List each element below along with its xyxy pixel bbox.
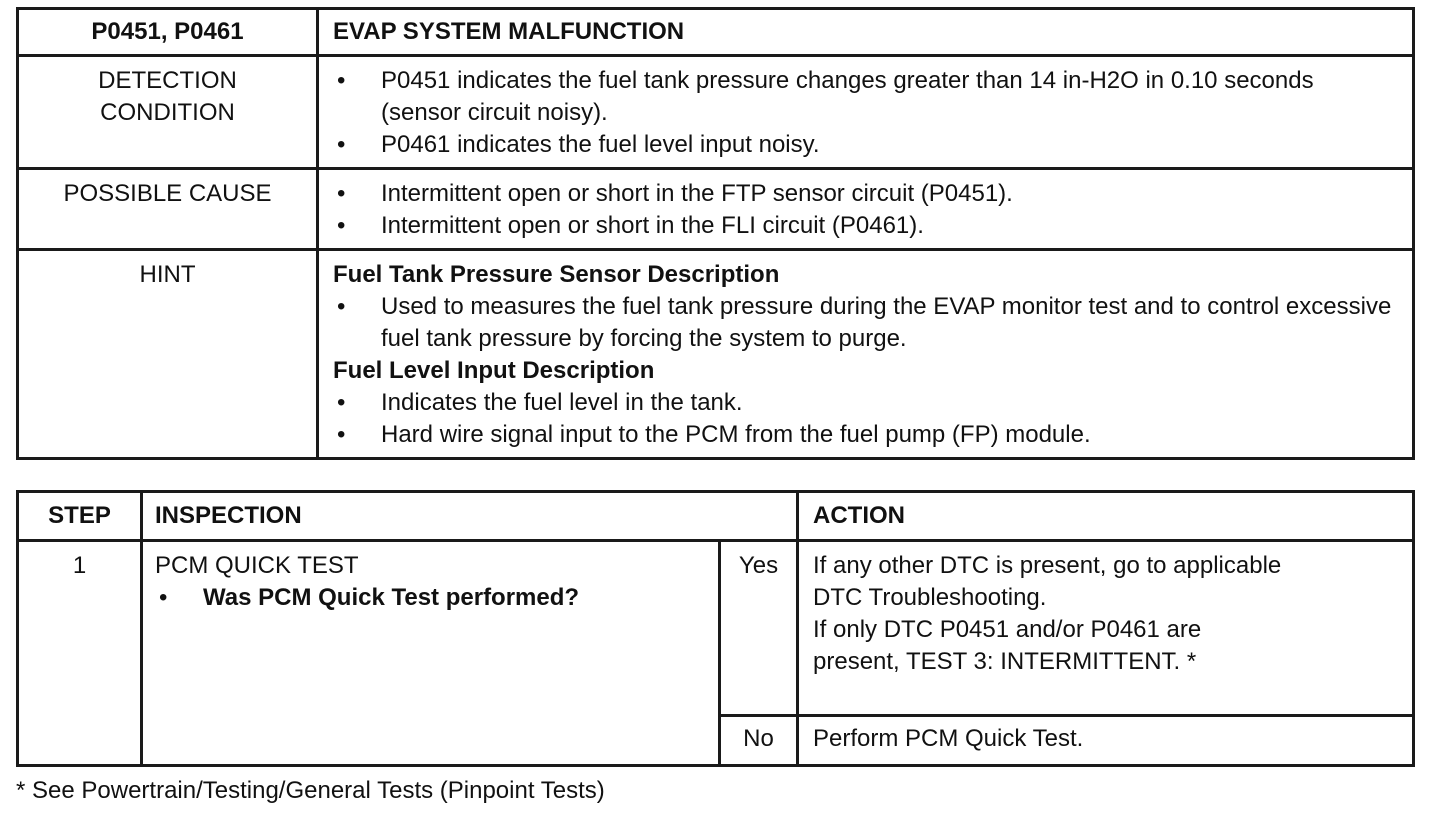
no-cell [720, 716, 798, 766]
yes-action-cell [798, 541, 1414, 716]
dtc-title: EVAP SYSTEM MALFUNCTION [333, 18, 685, 45]
step-1-yes-row [18, 541, 1414, 716]
fli-description-heading: Fuel Level Input Description [333, 357, 655, 384]
dtc-header-row [18, 9, 1414, 56]
bullet-icon: • [337, 180, 346, 207]
fli-bullet-text: Hard wire signal input to the PCM from the fuel pump (FP) module. [381, 421, 1091, 448]
list-item [333, 419, 1400, 451]
cause-bullet-text: Intermittent open or short in the FLI circuit (P0461). [381, 212, 924, 239]
step-header-cell [18, 492, 142, 541]
bullet-icon: • [337, 212, 346, 239]
action-header: ACTION [813, 502, 905, 529]
hint-label-cell [18, 250, 318, 459]
list-item [333, 387, 1400, 419]
detection-label-line1: DETECTION [98, 67, 237, 94]
list-item [155, 582, 706, 614]
yes-action-line: If any other DTC is present, go to applicable [813, 552, 1282, 579]
inspection-header: INSPECTION [155, 502, 302, 529]
hint-row [18, 250, 1414, 459]
bullet-icon: • [337, 293, 346, 320]
dtc-info-table [16, 7, 1415, 460]
dtc-title-cell [318, 9, 1414, 56]
fli-bullet-text: Indicates the fuel level in the tank. [381, 389, 743, 416]
step-number-cell [18, 541, 142, 766]
dtc-code-cell [18, 9, 318, 56]
cause-bullet-text: Intermittent open or short in the FTP sensor circuit (P0451). [381, 180, 1013, 207]
possible-cause-content [318, 169, 1414, 250]
steps-header-row [18, 492, 1414, 541]
detection-condition-content [318, 56, 1414, 169]
yes-action-line: present, TEST 3: INTERMITTENT. * [813, 648, 1197, 675]
yes-label: Yes [738, 552, 779, 579]
bullet-icon: • [337, 421, 346, 448]
detection-bullet-text: P0451 indicates the fuel tank pressure changes greater than 14 in-H2O in 0.10 seconds (sensor circuit noisy). [381, 67, 1314, 126]
bullet-icon: • [159, 584, 168, 611]
list-item [333, 210, 1400, 242]
yes-cell [720, 541, 798, 716]
step-number: 1 [72, 552, 87, 579]
detection-condition-row [18, 56, 1414, 169]
list-item [333, 129, 1400, 161]
bullet-icon: • [337, 67, 346, 94]
inspection-title: PCM QUICK TEST [155, 552, 359, 579]
inspection-cell [142, 541, 720, 766]
possible-cause-label-cell [18, 169, 318, 250]
inspection-question: Was PCM Quick Test performed? [203, 584, 580, 611]
no-label: No [743, 725, 774, 752]
detection-label-line2: CONDITION [100, 99, 235, 126]
diagnostic-steps-table [16, 490, 1415, 767]
no-action-cell [798, 716, 1414, 766]
detection-condition-label-cell [18, 56, 318, 169]
hint-content [318, 250, 1414, 459]
hint-label: HINT [139, 261, 196, 288]
no-action: Perform PCM Quick Test. [813, 725, 1084, 752]
list-item [333, 65, 1400, 129]
inspection-header-cell [142, 492, 798, 541]
ftp-description-heading: Fuel Tank Pressure Sensor Description [333, 261, 780, 288]
detection-bullet-text: P0461 indicates the fuel level input noisy. [381, 131, 820, 158]
yes-action-line: DTC Troubleshooting. [813, 584, 1047, 611]
ftp-bullet-text: Used to measures the fuel tank pressure during the EVAP monitor test and to control excessive fuel tank pressure by forcing the system to purge. [381, 293, 1392, 352]
bullet-icon: • [337, 389, 346, 416]
dtc-code: P0451, P0461 [91, 18, 244, 45]
list-item [333, 178, 1400, 210]
list-item [333, 291, 1400, 355]
yes-action-line: If only DTC P0451 and/or P0461 are [813, 616, 1202, 643]
possible-cause-label: POSSIBLE CAUSE [63, 180, 272, 207]
action-header-cell [798, 492, 1414, 541]
step-header: STEP [48, 502, 111, 529]
possible-cause-row [18, 169, 1414, 250]
bullet-icon: • [337, 131, 346, 158]
footnote: * See Powertrain/Testing/General Tests (Pinpoint Tests) [16, 777, 605, 804]
